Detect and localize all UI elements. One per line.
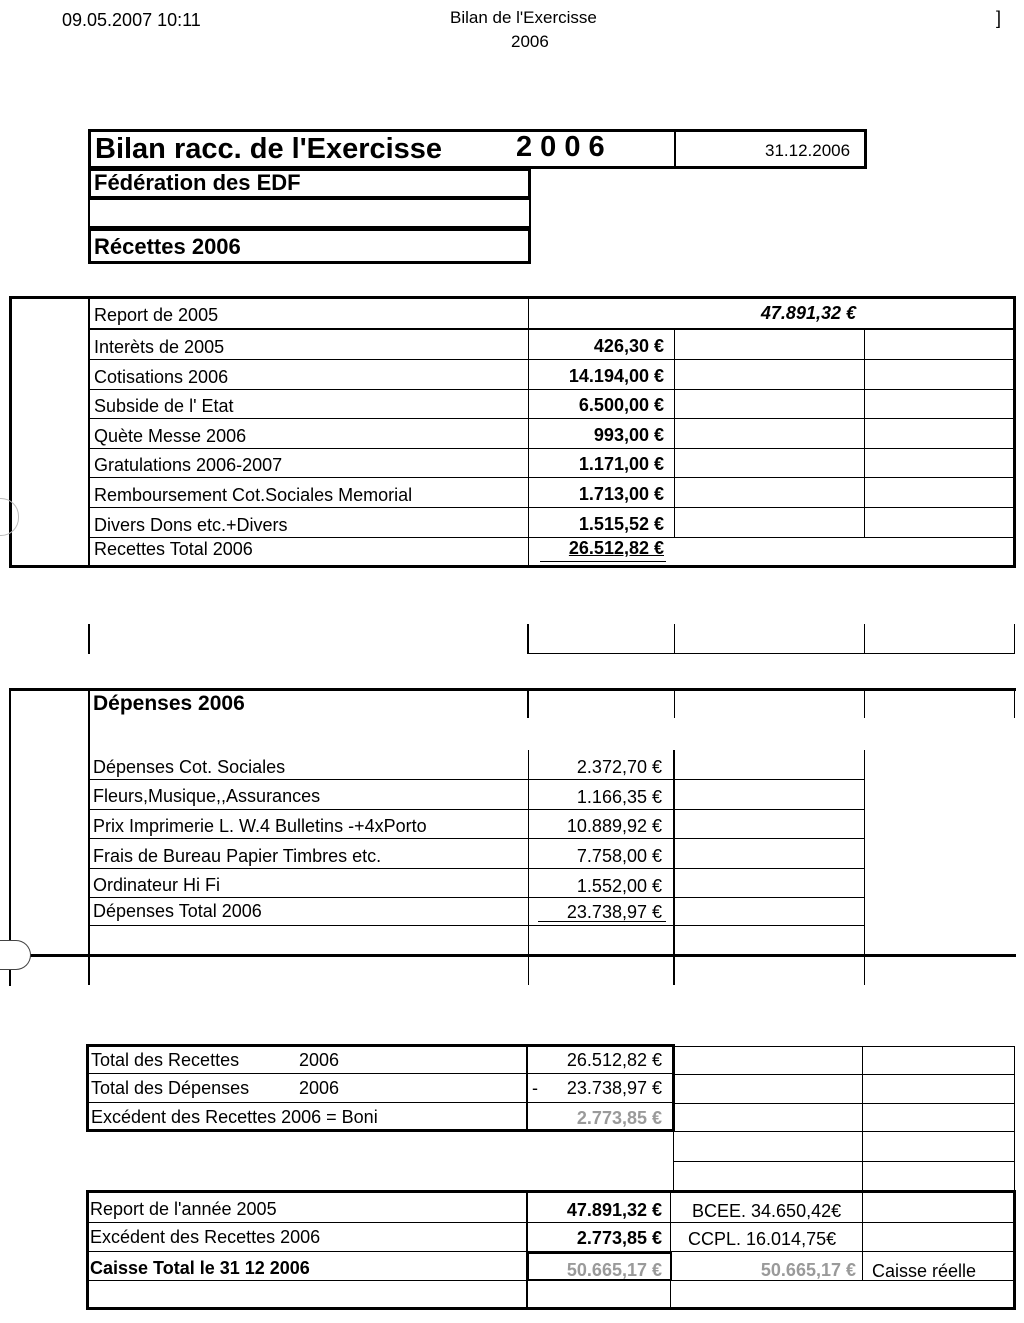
scan-hole-mark	[0, 940, 31, 970]
caisse-col-line	[526, 1192, 528, 1308]
caisse-reelle-note: Caisse réelle	[872, 1261, 977, 1281]
summary-ext-line	[674, 1161, 1014, 1162]
recettes-row-line	[90, 418, 1014, 419]
depense-label: Prix Imprimerie L. W.4 Bulletins -+4xPorto	[93, 816, 427, 836]
summary-year: 2006	[299, 1078, 340, 1098]
print-timestamp: 09.05.2007 10:11	[62, 10, 201, 30]
caisse-col-line	[862, 1192, 863, 1280]
summary-row-line	[88, 1102, 673, 1103]
total-underline	[538, 921, 666, 922]
recettes-total-label: Recettes Total 2006	[94, 539, 253, 559]
caisse-value: 47.891,32 €	[566, 1200, 662, 1220]
summary-label: Excédent des Recettes 2006 = Boni	[91, 1107, 378, 1127]
recette-value: 6.500,00 €	[578, 395, 664, 415]
spacer-line	[88, 624, 90, 654]
depenses-col-line-3	[674, 690, 675, 718]
recette-label: Interèts de 2005	[94, 337, 225, 357]
depenses-total-label: Dépenses Total 2006	[93, 901, 262, 921]
federation-name: Fédération des EDF	[94, 170, 301, 195]
depenses-row-line	[90, 897, 864, 898]
summary-value: 26.512,82 €	[566, 1050, 662, 1070]
summary-label: Total des Dépenses	[91, 1078, 250, 1098]
depenses-row-line	[90, 925, 864, 926]
section-title-depenses: Dépenses 2006	[93, 692, 245, 715]
total-underline	[538, 897, 666, 898]
depense-value: 1.552,00 €	[576, 876, 662, 896]
depenses-row-line	[90, 868, 864, 869]
recettes-row-line	[90, 507, 1014, 508]
page-header-title: Bilan de l'Exercisse	[450, 8, 597, 27]
spacer-line	[528, 653, 1014, 654]
recette-value: 1.515,52 €	[578, 514, 664, 534]
summary-ext-line	[674, 1131, 1014, 1132]
depense-value: 7.758,00 €	[576, 846, 662, 866]
depenses-left-border	[9, 688, 11, 956]
depenses-row-line	[90, 779, 864, 780]
summary-year: 2006	[299, 1050, 340, 1070]
closing-date: 31.12.2006	[765, 141, 851, 160]
recettes-total-value: 26.512,82 €	[568, 538, 664, 558]
recette-label: Gratulations 2006-2007	[94, 455, 283, 475]
recettes-row-line	[90, 328, 1014, 330]
summary-ext-line	[1014, 1046, 1015, 1191]
depense-label: Ordinateur Hi Fi	[93, 875, 221, 895]
bank-balance: CCPL. 16.014,75€	[688, 1229, 837, 1249]
summary-value: 23.738,97 €	[566, 1078, 662, 1098]
recette-value: 426,30 €	[593, 336, 664, 356]
recette-label: Subside de l' Etat	[94, 396, 234, 416]
recettes-col-line-2	[528, 298, 529, 566]
depense-label: Dépenses Cot. Sociales	[93, 757, 286, 777]
summary-ext-line	[673, 1130, 674, 1190]
total-double-underline	[540, 561, 666, 562]
caisse-label: Excédent des Recettes 2006	[90, 1227, 321, 1247]
recette-label: Remboursement Cot.Sociales Memorial	[94, 485, 413, 505]
caisse-label: Report de l'année 2005	[90, 1199, 277, 1219]
spacer-line	[527, 624, 529, 654]
recettes-col-line-1	[88, 298, 90, 566]
document-year: 2 0 0 6	[516, 131, 605, 163]
recettes-row-line	[90, 389, 1014, 390]
depenses-right-border	[1014, 688, 1015, 718]
depense-value: 10.889,92 €	[566, 816, 662, 836]
boni-value: 2.773,85 €	[576, 1108, 662, 1128]
recette-value: 993,00 €	[593, 425, 664, 445]
title-box-divider	[674, 131, 676, 168]
depenses-total-value: 23.738,97 €	[566, 902, 662, 922]
spacer-line	[674, 624, 675, 654]
spacer-line	[864, 624, 865, 654]
recettes-row-line	[90, 359, 1014, 360]
blank-row-box	[88, 198, 531, 228]
minus-sign: -	[532, 1078, 538, 1098]
depenses-row-line	[90, 838, 864, 839]
summary-col-line	[526, 1046, 528, 1130]
caisse-row-line	[88, 1222, 1014, 1223]
report-2005-value: 47.891,32 €	[760, 303, 856, 323]
recettes-row-line	[90, 477, 1014, 478]
summary-ext-line	[674, 1074, 1014, 1075]
recette-value: 1.713,00 €	[578, 484, 664, 504]
caisse-total-value: 50.665,17 €	[566, 1260, 662, 1280]
depenses-col-line-4b	[864, 750, 865, 985]
caisse-total-label: Caisse Total le 31 12 2006	[90, 1258, 310, 1278]
page-marker: ]	[996, 8, 1002, 28]
depense-label: Frais de Bureau Papier Timbres etc.	[93, 846, 382, 866]
depenses-col-line-4	[864, 690, 865, 718]
report-2005-label: Report de 2005	[94, 305, 219, 325]
depenses-row-line	[90, 809, 864, 810]
depenses-col-line-2	[527, 690, 529, 718]
section-title-recettes: Récettes 2006	[94, 234, 241, 259]
caisse-real-value: 50.665,17 €	[760, 1260, 856, 1280]
recette-value: 14.194,00 €	[568, 366, 664, 386]
summary-label: Total des Recettes	[91, 1050, 240, 1070]
summary-ext-line	[674, 1103, 1014, 1104]
depenses-bottom-line	[10, 954, 1016, 957]
recette-label: Divers Dons etc.+Divers	[94, 515, 288, 535]
summary-row-line	[88, 1073, 673, 1074]
recette-label: Quète Messe 2006	[94, 426, 247, 446]
page-header-year: 2006	[511, 32, 549, 51]
summary-ext-line	[674, 1046, 1014, 1047]
depense-value: 1.166,35 €	[576, 787, 662, 807]
caisse-col-line	[670, 1192, 671, 1308]
bank-balance: BCEE. 34.650,42€	[692, 1201, 842, 1221]
summary-ext-line	[862, 1046, 863, 1191]
depense-label: Fleurs,Musique,,Assurances	[93, 786, 321, 806]
recette-label: Cotisations 2006	[94, 367, 229, 387]
depense-value: 2.372,70 €	[576, 757, 662, 777]
recettes-row-line	[90, 448, 1014, 449]
spacer-line	[1014, 624, 1015, 654]
caisse-value: 2.773,85 €	[576, 1228, 662, 1248]
recette-value: 1.171,00 €	[578, 454, 664, 474]
document-title: Bilan racc. de l'Exercisse	[95, 133, 443, 165]
